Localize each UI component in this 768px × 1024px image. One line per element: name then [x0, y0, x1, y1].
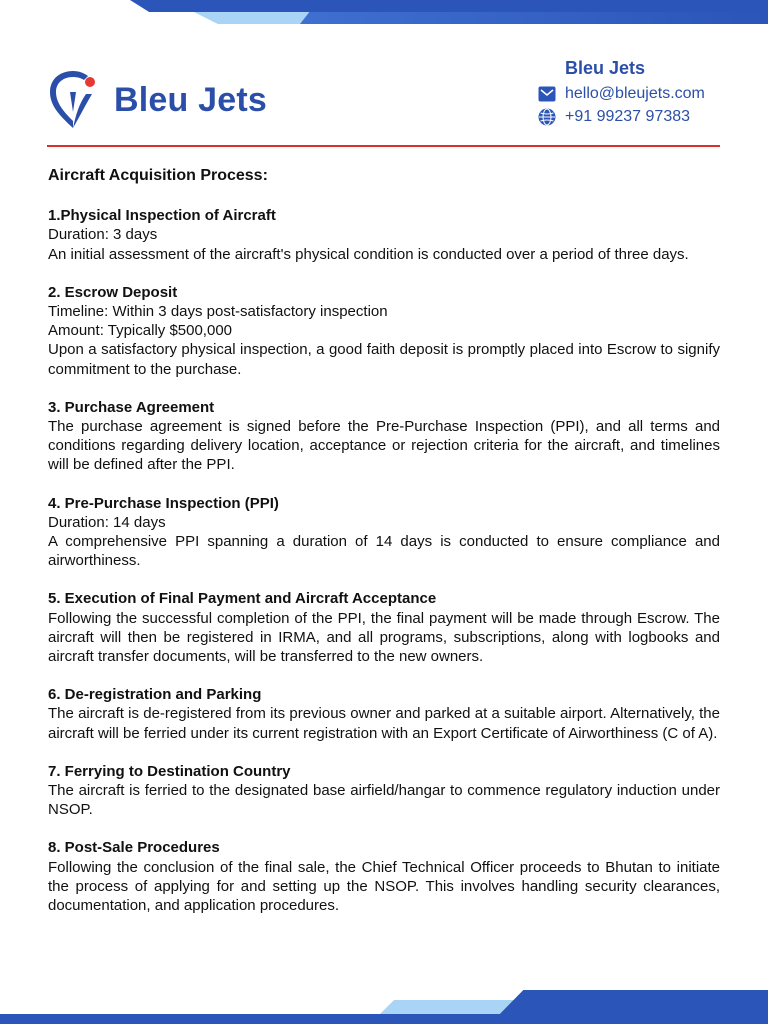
- contact-name: Bleu Jets: [565, 58, 646, 78]
- contact-phone[interactable]: +91 99237 97383: [565, 108, 691, 125]
- section-heading: 5. Execution of Final Payment and Aircraft Acceptance: [48, 590, 437, 608]
- section-post-sale: [48, 838, 720, 915]
- page-title: Aircraft Acquisition Process:: [48, 167, 268, 184]
- section-line: Duration: 14 days: [48, 513, 166, 531]
- brand-logo: [46, 68, 267, 132]
- section-escrow-deposit: [48, 283, 720, 379]
- section-heading: 8. Post-Sale Procedures: [48, 839, 220, 857]
- section-line: Timeline: Within 3 days post-satisfactory inspection: [48, 303, 388, 321]
- section-line: Upon a satisfactory physical inspection, a good faith deposit is promptly placed into Escrow to signify commitment to the purchase.: [48, 341, 720, 378]
- section-heading: 4. Pre-Purchase Inspection (PPI): [48, 494, 279, 512]
- section-heading: 2. Escrow Deposit: [48, 283, 178, 301]
- section-ferrying: [48, 762, 720, 820]
- section-line: Following the successful completion of the PPI, the final payment will be made through Escrow. The aircraft will then be registered in IRMA, and all programs, subscriptions, along with logbooks and aircraft transfer documents, will be transferred to the new owners.: [48, 609, 720, 666]
- section-heading: 1.Physical Inspection of Aircraft: [48, 207, 276, 225]
- document-body: [48, 166, 720, 934]
- section-line: Amount: Typically $500,000: [48, 322, 233, 340]
- section-line: Duration: 3 days: [48, 226, 158, 244]
- header-stripe-dark: [130, 0, 768, 12]
- contact-phone-row[interactable]: [538, 108, 705, 126]
- logo-mark-icon: [46, 68, 102, 132]
- section-physical-inspection: [48, 206, 720, 264]
- section-heading: 7. Ferrying to Destination Country: [48, 762, 291, 780]
- brand-name: Bleu Jets: [114, 80, 267, 119]
- section-heading: 6. De-registration and Parking: [48, 686, 262, 704]
- section-line: The purchase agreement is signed before the Pre-Purchase Inspection (PPI), and all terms and conditions regarding delivery location, acceptance or rejection criteria for the aircraft, and timelines will be defined after the PPI.: [48, 418, 720, 474]
- contact-email-row[interactable]: [538, 85, 705, 103]
- section-line: The aircraft is ferried to the designated base airfield/hangar to commence regulatory induction under NSOP.: [48, 782, 720, 819]
- mail-icon: [538, 85, 556, 103]
- footer-stripe-thin: [0, 1014, 768, 1024]
- section-deregistration: [48, 685, 720, 743]
- section-line: Following the conclusion of the final sale, the Chief Technical Officer proceeds to Bhutan to initiate the process of applying for and setting up the NSOP. This involves handling security clearances, documentation, and application procedures.: [48, 858, 720, 915]
- contact-email[interactable]: hello@bleujets.com: [565, 85, 705, 102]
- contact-block: [538, 58, 705, 131]
- section-pre-purchase-inspection: [48, 494, 720, 571]
- header-divider: [47, 145, 720, 147]
- section-final-payment: [48, 589, 720, 666]
- section-line: An initial assessment of the aircraft's physical condition is conducted over a period of three days.: [48, 245, 689, 263]
- globe-icon: [538, 108, 556, 126]
- section-line: The aircraft is de-registered from its previous owner and parked at a suitable airport. Alternatively, the aircraft will be ferried under its current registration with an Export Certificate of Airworthiness (C of A).: [48, 705, 720, 742]
- section-purchase-agreement: [48, 398, 720, 475]
- section-line: A comprehensive PPI spanning a duration of 14 days is conducted to ensure compliance and airworthiness.: [48, 533, 720, 570]
- section-heading: 3. Purchase Agreement: [48, 398, 215, 416]
